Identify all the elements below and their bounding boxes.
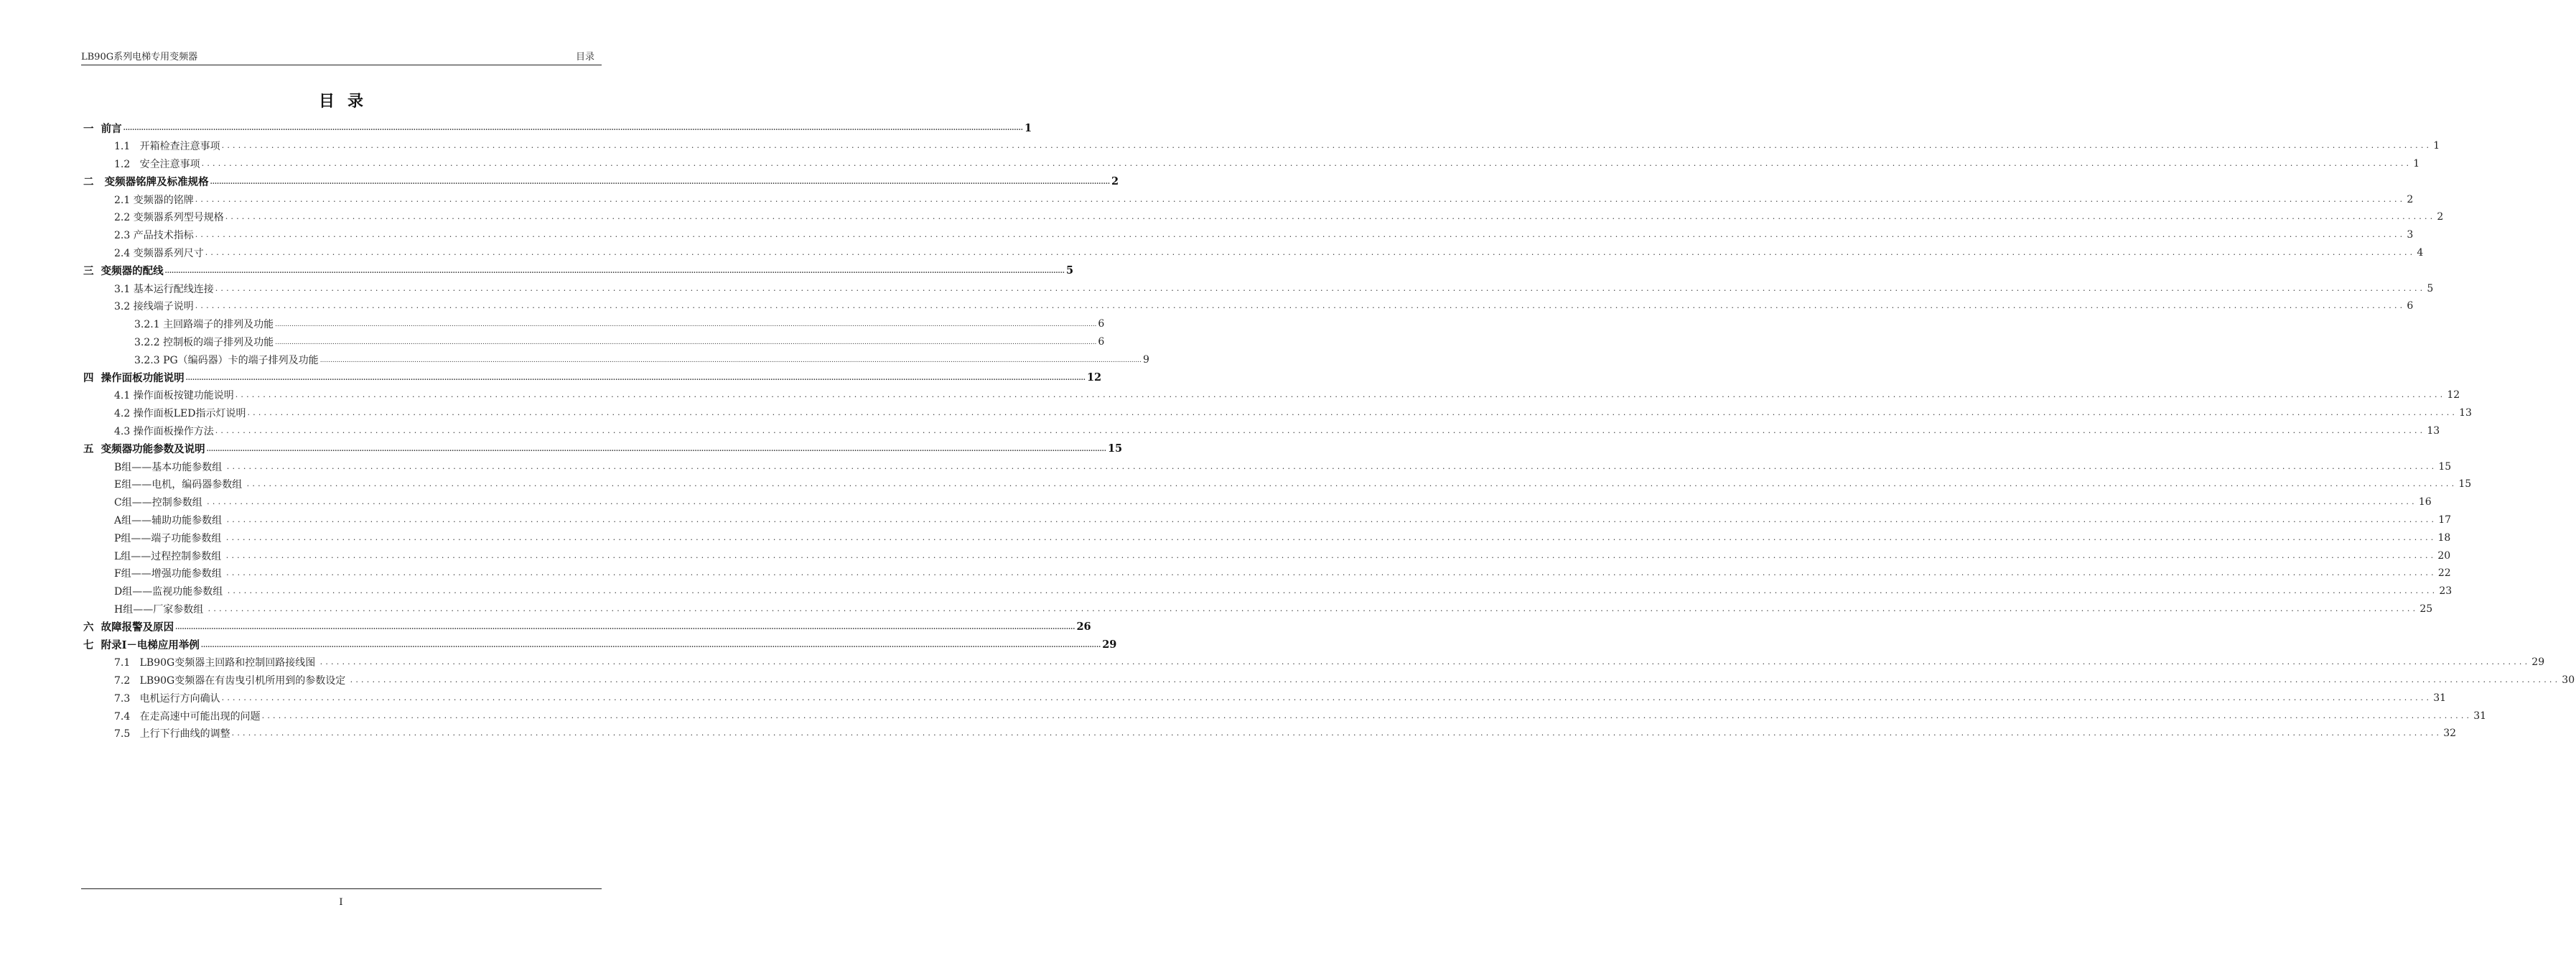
toc-entry-label: E组——电机，编码器参数组 [114, 479, 246, 491]
toc-entry[interactable] [83, 350, 1149, 368]
toc-entry-page: 18 [2437, 531, 2451, 544]
toc-entry-page: 32 [2443, 728, 2457, 740]
toc-leader-dots: ................................................................................................................................................................................................................................................................................................................................................................................................................ [235, 390, 2446, 400]
toc-entry[interactable] [83, 333, 1105, 351]
toc-entry-label: 4.3 操作面板操作方法 [114, 425, 214, 437]
toc-leader-dots: ................................................................................................................................................................................................................................................................................................................................................................................................................ [205, 247, 2416, 257]
toc-entry-label: 7.1 LB90G变频器主回路和控制回路接线图 [114, 657, 319, 669]
toc-entry-label: C组——控制参数组 [114, 497, 206, 509]
toc-entry[interactable] [83, 208, 2444, 226]
toc-entry[interactable] [83, 582, 2453, 600]
toc-entry[interactable] [83, 190, 2414, 208]
toc-entry-page: 31 [2473, 710, 2487, 722]
toc-entry[interactable] [83, 261, 1074, 279]
footer-divider [81, 888, 602, 889]
page-header [81, 47, 602, 65]
toc-leader-dots: ................................................................................................................................................................................................................................................................................................................................................................................................................ [225, 212, 2436, 222]
toc-leader-dots: ................................................................................................................................................................................................................................................................................................................................................................................................................ [225, 532, 2437, 542]
toc-entry[interactable] [83, 654, 2545, 672]
toc-entry-page: 4 [2417, 246, 2424, 259]
toc-entry-label: A组——辅助功能参数组 [114, 514, 225, 526]
toc-entry-page: 30 [2562, 674, 2575, 687]
toc-leader-dots: ................................................................................................................................................................................................................................................................................................................................................................................................................ [164, 267, 1065, 275]
toc-entry-label: 3.2.1 主回路端子的排列及功能 [134, 319, 274, 331]
toc-leader-dots: ................................................................................................................................................................................................................................................................................................................................................................................................................ [201, 158, 2412, 168]
toc-entry[interactable] [83, 511, 2452, 529]
toc-entry-label: 七 附录Ⅰ－电梯应用举例 [83, 639, 200, 651]
toc-entry-label: P组——端子功能参数组 [114, 532, 225, 544]
toc-entry-page: 2 [2407, 193, 2414, 205]
toc-entry-label: 1.1 开箱检查注意事项 [114, 141, 220, 153]
toc-entry[interactable] [83, 636, 1117, 654]
toc-entry[interactable] [83, 137, 2440, 155]
toc-leader-dots: ................................................................................................................................................................................................................................................................................................................................................................................................................ [221, 692, 2432, 702]
toc-entry[interactable] [83, 672, 2575, 689]
toc-entry-label: 7.5 上行下行曲线的调整 [114, 728, 230, 740]
toc-entry-page: 20 [2437, 549, 2451, 562]
toc-entry-label: 3.1 基本运行配线连接 [114, 283, 214, 295]
toc-leader-dots: ................................................................................................................................................................................................................................................................................................................................................................................................................ [247, 408, 2458, 418]
toc-entry-page: 5 [2427, 282, 2434, 294]
toc-entry-label: L组——过程控制参数组 [114, 550, 225, 562]
toc-entry[interactable] [83, 689, 2447, 707]
toc-entry-page: 2 [2437, 211, 2444, 223]
toc-entry[interactable] [83, 368, 1102, 386]
toc-leader-dots: ................................................................................................................................................................................................................................................................................................................................................................................................................ [207, 497, 2417, 507]
toc-leader-dots: ................................................................................................................................................................................................................................................................................................................................................................................................................ [215, 283, 2426, 293]
toc-entry-page: 1 [2413, 157, 2420, 169]
toc-leader-dots: ................................................................................................................................................................................................................................................................................................................................................................................................................ [123, 125, 1023, 133]
toc-entry-page: 13 [2459, 407, 2472, 419]
toc-entry[interactable] [83, 547, 2451, 565]
toc-entry-page: 16 [2418, 496, 2432, 508]
toc-entry[interactable] [83, 279, 2434, 297]
toc-leader-dots: ................................................................................................................................................................................................................................................................................................................................................................................................................ [210, 178, 1110, 186]
toc-entry[interactable] [83, 618, 1091, 636]
toc-entry[interactable] [83, 493, 2432, 511]
toc-leader-dots: ................................................................................................................................................................................................................................................................................................................................................................................................................ [227, 586, 2438, 596]
header-section-title: 目录 [575, 52, 594, 62]
toc-entry[interactable] [83, 172, 1119, 190]
toc-entry[interactable] [83, 707, 2487, 725]
toc-entry-page: 12 [1086, 371, 1102, 384]
toc-entry-page: 29 [1102, 638, 1117, 651]
toc-leader-dots: ................................................................................................................................................................................................................................................................................................................................................................................................................ [319, 657, 2531, 667]
toc-entry-label: 3.2 接线端子说明 [114, 301, 194, 313]
toc-entry[interactable] [83, 725, 2457, 743]
toc-entry-label: 四 操作面板功能说明 [83, 372, 185, 385]
toc-leader-dots: ................................................................................................................................................................................................................................................................................................................................................................................................................ [275, 338, 1097, 346]
toc-entry-page: 6 [1098, 335, 1105, 348]
toc-entry-page: 29 [2531, 656, 2545, 669]
toc-leader-dots: ................................................................................................................................................................................................................................................................................................................................................................................................................ [350, 675, 2561, 685]
toc-entry-page: 25 [2419, 603, 2433, 615]
toc-entry-label: 3.2.3 PG（编码器）卡的端子排列及功能 [134, 354, 319, 366]
toc-leader-dots: ................................................................................................................................................................................................................................................................................................................................................................................................................ [226, 514, 2437, 524]
toc-entry[interactable] [83, 565, 2451, 582]
toc-entry-page: 15 [2438, 460, 2452, 473]
toc-entry-page: 31 [2433, 692, 2447, 704]
toc-entry-label: 2.1 变频器的铭牌 [114, 194, 194, 206]
toc-entry-page: 12 [2447, 389, 2460, 401]
toc-entry-label: 7.3 电机运行方向确认 [114, 692, 220, 705]
toc-leader-dots: ................................................................................................................................................................................................................................................................................................................................................................................................................ [226, 461, 2437, 471]
toc-entry[interactable] [83, 297, 2414, 315]
toc-entry[interactable] [83, 458, 2452, 475]
toc-leader-dots: ................................................................................................................................................................................................................................................................................................................................................................................................................ [200, 641, 1101, 649]
toc-leader-dots: ................................................................................................................................................................................................................................................................................................................................................................................................................ [246, 479, 2458, 489]
toc-entry-label: 7.2 LB90G变频器在有齿曳引机所用到的参数设定 [114, 675, 349, 687]
toc-entry-label: 1.2 安全注意事项 [114, 158, 200, 170]
toc-entry[interactable] [83, 600, 2433, 618]
toc-entry[interactable] [83, 422, 2440, 440]
toc-leader-dots: ................................................................................................................................................................................................................................................................................................................................................................................................................ [215, 425, 2426, 435]
toc-entry[interactable] [83, 244, 2424, 262]
toc-title: 目录 [318, 92, 376, 111]
toc-leader-dots: ................................................................................................................................................................................................................................................................................................................................................................................................................ [195, 230, 2406, 240]
toc-leader-dots: ................................................................................................................................................................................................................................................................................................................................................................................................................ [195, 301, 2406, 311]
toc-entry[interactable] [83, 386, 2460, 404]
toc-leader-dots: ................................................................................................................................................................................................................................................................................................................................................................................................................ [275, 321, 1097, 329]
toc-entry-label: 六 故障报警及原因 [83, 621, 174, 634]
toc-leader-dots: ................................................................................................................................................................................................................................................................................................................................................................................................................ [221, 141, 2432, 151]
toc-entry[interactable] [83, 475, 2472, 493]
toc-entry-page: 1 [1024, 121, 1032, 134]
toc-entry[interactable] [83, 404, 2472, 422]
table-of-contents [83, 119, 2575, 743]
toc-entry-page: 5 [1065, 264, 1074, 277]
toc-leader-dots: ................................................................................................................................................................................................................................................................................................................................................................................................................ [175, 623, 1075, 631]
toc-entry[interactable] [83, 440, 1123, 458]
toc-leader-dots: ................................................................................................................................................................................................................................................................................................................................................................................................................ [195, 194, 2406, 204]
toc-entry-page: 17 [2438, 514, 2452, 526]
toc-entry-label: D组——监视功能参数组 [114, 586, 226, 598]
toc-entry-page: 3 [2407, 229, 2414, 241]
toc-leader-dots: ................................................................................................................................................................................................................................................................................................................................................................................................................ [226, 568, 2437, 578]
header-document-title: LB90G系列电梯专用变频器 [81, 52, 198, 62]
toc-leader-dots: ................................................................................................................................................................................................................................................................................................................................................................................................................ [231, 728, 2442, 738]
toc-leader-dots: ................................................................................................................................................................................................................................................................................................................................................................................................................ [225, 550, 2437, 560]
toc-entry-label: 二 变频器铭牌及标准规格 [83, 176, 209, 189]
toc-leader-dots: ................................................................................................................................................................................................................................................................................................................................................................................................................ [206, 445, 1106, 453]
toc-entry-label: 一 前言 [83, 122, 122, 135]
toc-entry-label: 三 变频器的配线 [83, 265, 164, 278]
toc-entry-label: F组——增强功能参数组 [114, 568, 225, 580]
toc-entry-page: 23 [2439, 585, 2453, 598]
toc-entry-label: 4.2 操作面板LED指示灯说明 [114, 408, 246, 420]
toc-entry-label: B组——基本功能参数组 [114, 461, 225, 473]
toc-entry-page: 26 [1076, 621, 1091, 633]
toc-entry-label: 2.4 变频器系列尺寸 [114, 247, 204, 259]
toc-entry-page: 6 [1098, 318, 1105, 330]
toc-entry-label: 2.3 产品技术指标 [114, 230, 194, 242]
toc-entry[interactable] [83, 155, 2420, 173]
toc-entry-label: 2.2 变频器系列型号规格 [114, 212, 224, 224]
toc-entry[interactable] [83, 315, 1105, 333]
toc-entry-page: 2 [1111, 175, 1119, 188]
toc-entry-page: 15 [1107, 442, 1123, 455]
toc-entry-label: 4.1 操作面板按键功能说明 [114, 390, 234, 402]
toc-entry[interactable] [83, 119, 1032, 137]
toc-entry-page: 22 [2437, 567, 2451, 580]
toc-entry-page: 6 [2407, 300, 2414, 312]
toc-entry-label: 7.4 在走高速中可能出现的问题 [114, 710, 261, 723]
toc-entry-label: 3.2.2 控制板的端子排列及功能 [134, 336, 274, 348]
toc-entry-page: 1 [2433, 140, 2440, 152]
toc-entry-label: H组——厂家参数组 [114, 603, 207, 616]
toc-leader-dots: ................................................................................................................................................................................................................................................................................................................................................................................................................ [185, 374, 1086, 382]
toc-entry-label: 五 变频器功能参数及说明 [83, 443, 205, 456]
footer-page-number: I [339, 897, 343, 908]
toc-leader-dots: ................................................................................................................................................................................................................................................................................................................................................................................................................ [261, 710, 2473, 720]
toc-leader-dots: ................................................................................................................................................................................................................................................................................................................................................................................................................ [207, 603, 2419, 613]
toc-entry[interactable] [83, 529, 2451, 547]
toc-entry-page: 15 [2458, 478, 2472, 491]
toc-entry-page: 13 [2427, 424, 2440, 437]
toc-entry[interactable] [83, 226, 2414, 244]
toc-entry-page: 9 [1143, 353, 1149, 366]
toc-leader-dots: ................................................................................................................................................................................................................................................................................................................................................................................................................ [319, 356, 1142, 364]
